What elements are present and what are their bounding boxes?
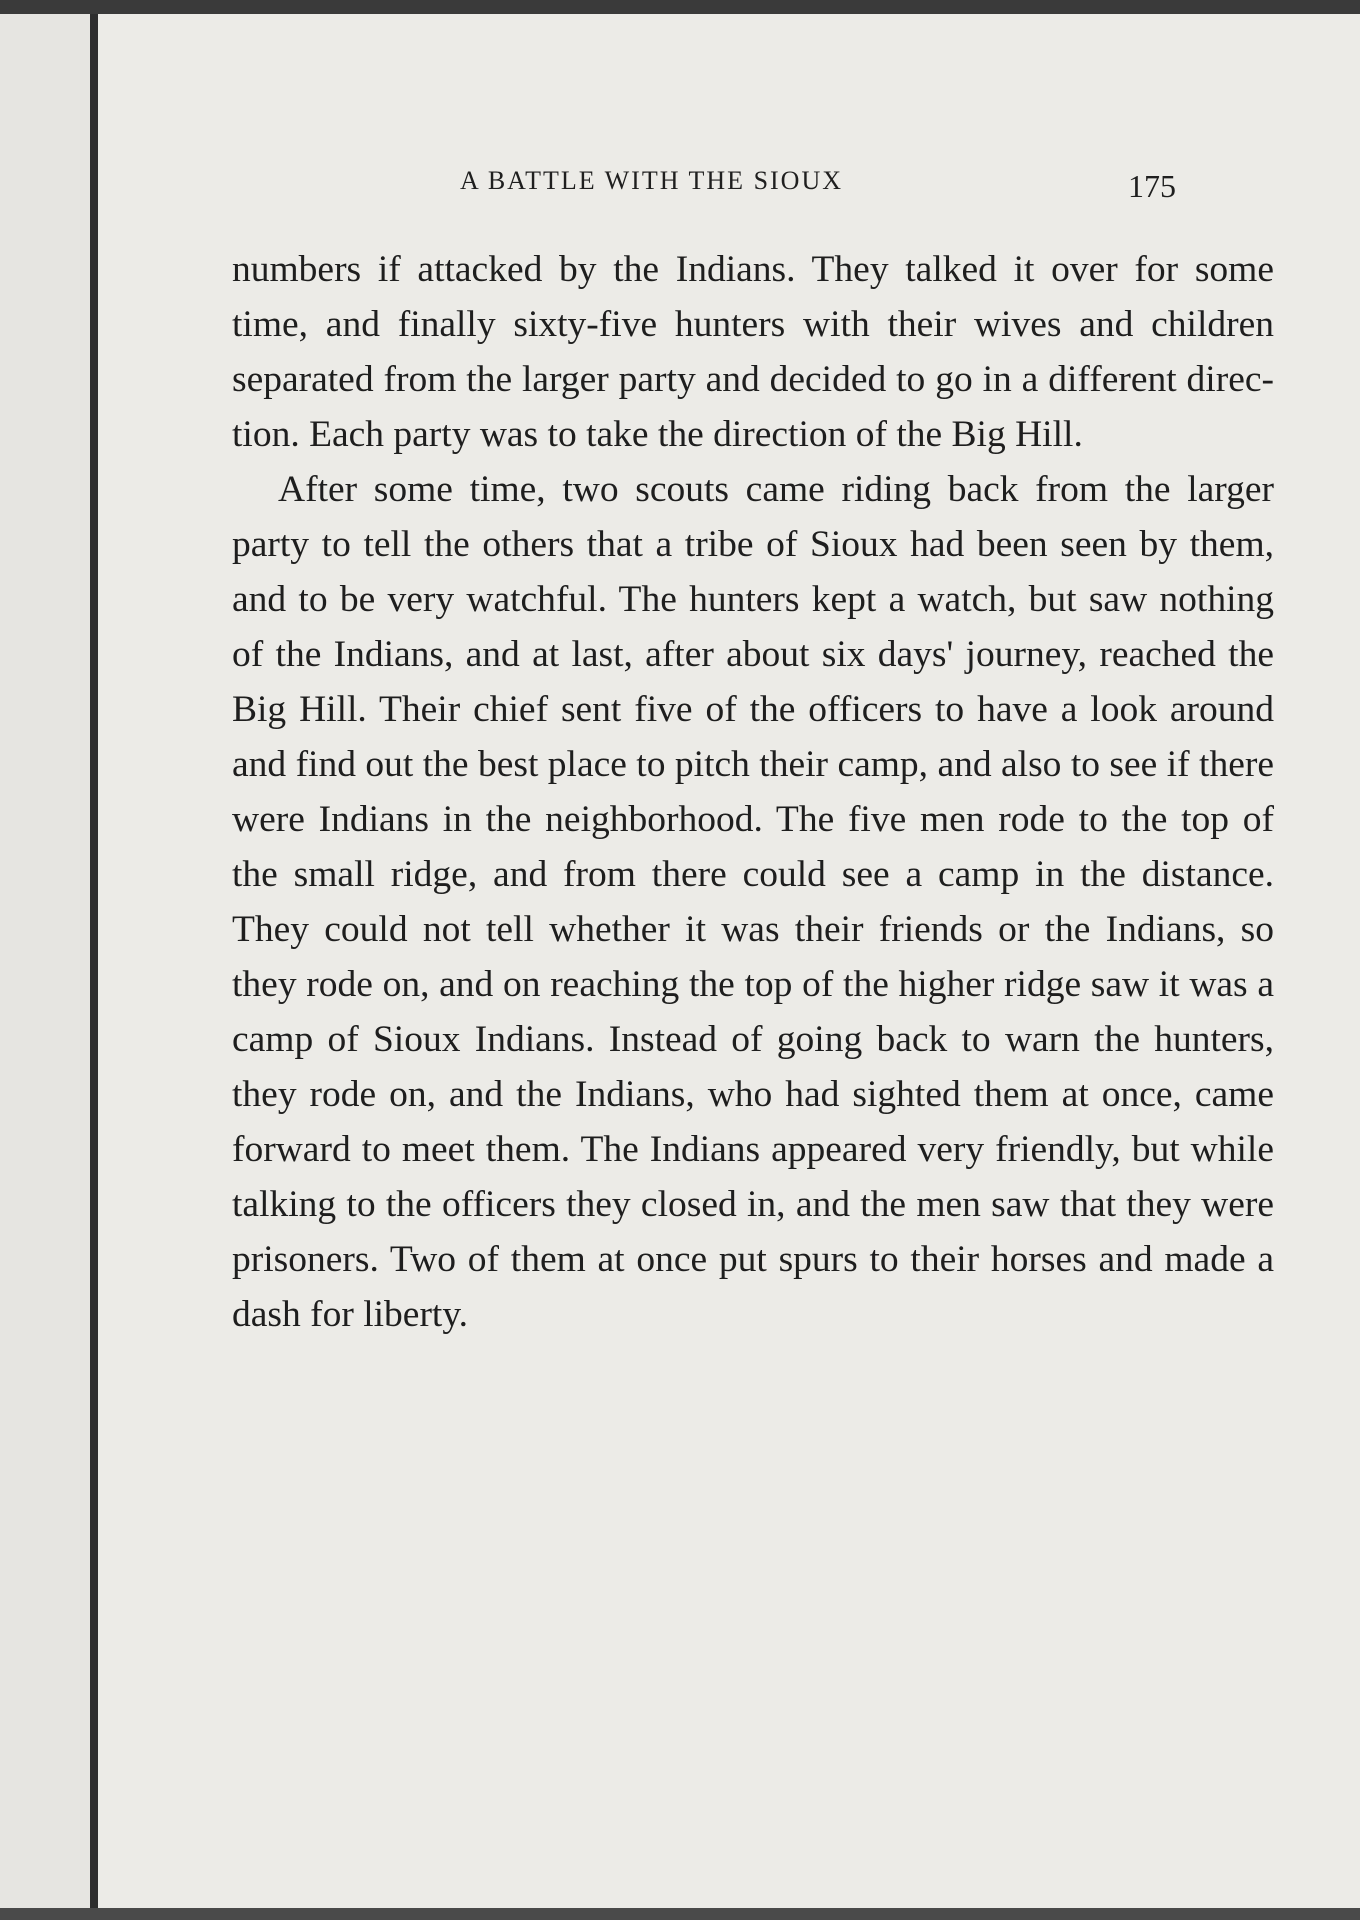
scan-bottom-edge: [0, 1908, 1360, 1920]
book-page: [98, 14, 1360, 1908]
paragraph: numbers if attacked by the Indians. They talked it over for some time, and finally sixty-five hunters with their wives and children separated from the larger party and decided to go in a different direction. Each party was to take the direction of the Big Hill.: [232, 249, 1274, 455]
running-title: A BATTLE WITH THE SIOUX: [460, 166, 844, 195]
scan-top-edge: [0, 0, 1360, 14]
running-head: [98, 166, 1360, 206]
body-text: [232, 242, 1274, 1342]
facing-page-edge: [0, 14, 92, 1908]
page-number: 175: [1128, 168, 1176, 204]
paragraph: After some time, two scouts came riding back from the larger party to tell the others that a tribe of Sioux had been seen by them, and to be very watchful. The hunters kept a watch, but saw nothing of the Indians, and at last, after about six days' journey, reached the Big Hill. Their chief sent five of the officers to have a look around and find out the best place to pitch their camp, and also to see if there were Indians in the neighborhood. The five men rode to the top of the small ridge, and from there could see a camp in the distance. They could not tell whether it was their friends or the Indians, so they rode on, and on reaching the top of the higher ridge saw it was a camp of Sioux Indians. Instead of going back to warn the hunters, they rode on, and the Indians, who had sighted them at once, came forward to meet them. The Indians appeared very friendly, but while talking to the officers they closed in, and the men saw that they were prisoners. Two of them at once put spurs to their horses and made a dash for liberty.: [232, 469, 1274, 1335]
book-gutter: [90, 14, 98, 1908]
